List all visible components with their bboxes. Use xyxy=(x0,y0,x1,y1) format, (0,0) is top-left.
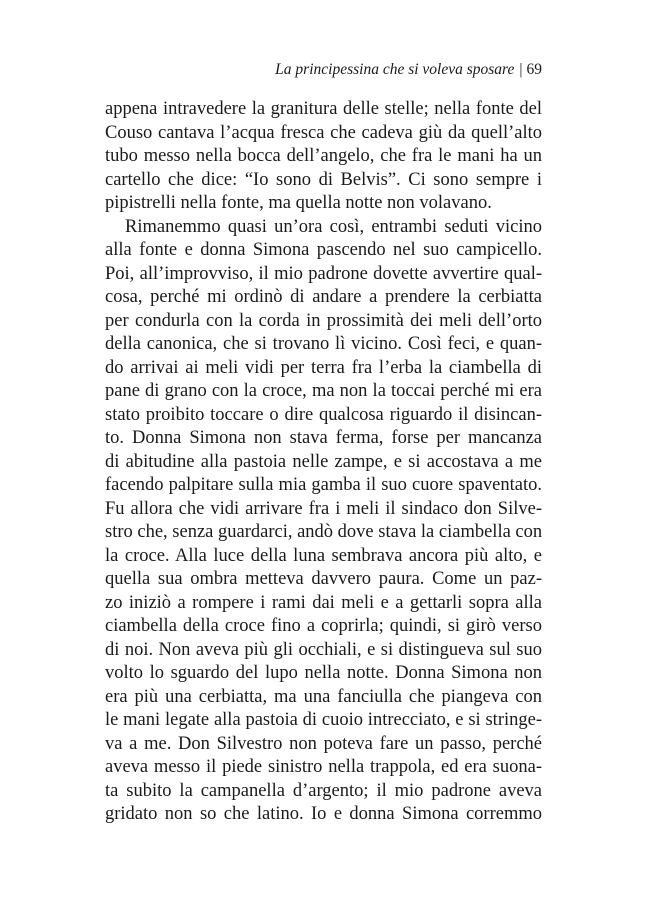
text-line: facendo palpitare sulla mia gamba il suo cuore spaventato. xyxy=(105,475,542,495)
text-line: ciambella della croce fino a coprirla; quindi, si girò verso xyxy=(105,616,542,636)
text-line: appena intravedere la granitura delle stelle; nella fonte del xyxy=(105,99,542,119)
text-line: per condurla con la corda in prossimità dei meli dell’orto xyxy=(105,310,542,331)
page-number: 69 xyxy=(526,61,542,78)
body-text xyxy=(105,98,542,827)
text-line: cosa, perché mi ordinò di andare a prendere la cerbiatta xyxy=(105,287,542,307)
text-line: quella sua ombra metteva davvero paura. Come un paz- xyxy=(105,569,542,589)
text-line: Rimanemmo quasi un’ora così, entrambi seduti vicino xyxy=(125,216,542,237)
text-line: volto lo sguardo del lupo nella notte. Donna Simona non xyxy=(105,663,542,683)
text-line: di abitudine alla pastoia nelle zampe, e si accostava a me xyxy=(105,451,542,472)
running-title: La principessina che si voleva sposare xyxy=(275,61,515,78)
text-line: pipistrelli nella fonte, ma quella notte non volavano. xyxy=(105,193,492,213)
text-line: pane di grano con la croce, ma non la toccai perché mi era xyxy=(105,381,542,401)
text-line: Couso cantava l’acqua fresca che cadeva giù da quell’alto xyxy=(105,122,542,143)
text-line: le mani legate alla pastoia di cuoio intrecciato, e si stringe- xyxy=(105,710,542,730)
text-line: Fu allora che vidi arrivare fra i meli il sindaco don Silve- xyxy=(105,498,542,519)
paragraph xyxy=(105,98,542,216)
text-line: era più una cerbiatta, ma una fanciulla che piangeva con xyxy=(105,686,542,707)
text-line: di noi. Non aveva più gli occhiali, e si distingueva sul suo xyxy=(105,639,542,660)
text-line: aveva messo il piede sinistro nella trappola, ed era suona- xyxy=(105,757,542,777)
text-line: va a me. Don Silvestro non poteva fare un passo, perché xyxy=(105,733,542,754)
text-line: la croce. Alla luce della luna sembrava ancora più alto, e xyxy=(105,545,542,566)
header-separator: | xyxy=(519,61,523,78)
text-line: stro che, senza guardarci, andò dove stava la ciambella con xyxy=(105,522,543,542)
text-line: ta subito la campanella d’argento; il mio padrone aveva xyxy=(105,780,542,801)
running-header xyxy=(105,60,542,80)
text-line: to. Donna Simona non stava ferma, forse per mancanza xyxy=(105,428,542,448)
text-line: alla fonte e donna Simona pascendo nel suo campicello. xyxy=(105,240,542,260)
text-line: della canonica, che si trovano lì vicino. Così feci, e quan- xyxy=(105,334,542,354)
text-line: zo iniziò a rompere i rami dai meli e a gettarli sopra alla xyxy=(105,592,542,613)
text-line: tubo messo nella bocca dell’angelo, che fra le mani ha un xyxy=(105,146,542,166)
paragraph xyxy=(105,216,542,827)
text-line: stato proibito toccare o dire qualcosa riguardo il disincan- xyxy=(105,404,542,425)
text-line: cartello che dice: “Io sono di Belvis”. Ci sono sempre i xyxy=(105,169,542,190)
text-line: Poi, all’improvviso, il mio padrone dovette avvertire qual- xyxy=(105,263,542,284)
text-line: do arrivai ai meli vidi per terra fra l’erba la ciambella di xyxy=(105,357,542,378)
text-line: gridato non so che latino. Io e donna Simona corremmo xyxy=(105,804,542,824)
